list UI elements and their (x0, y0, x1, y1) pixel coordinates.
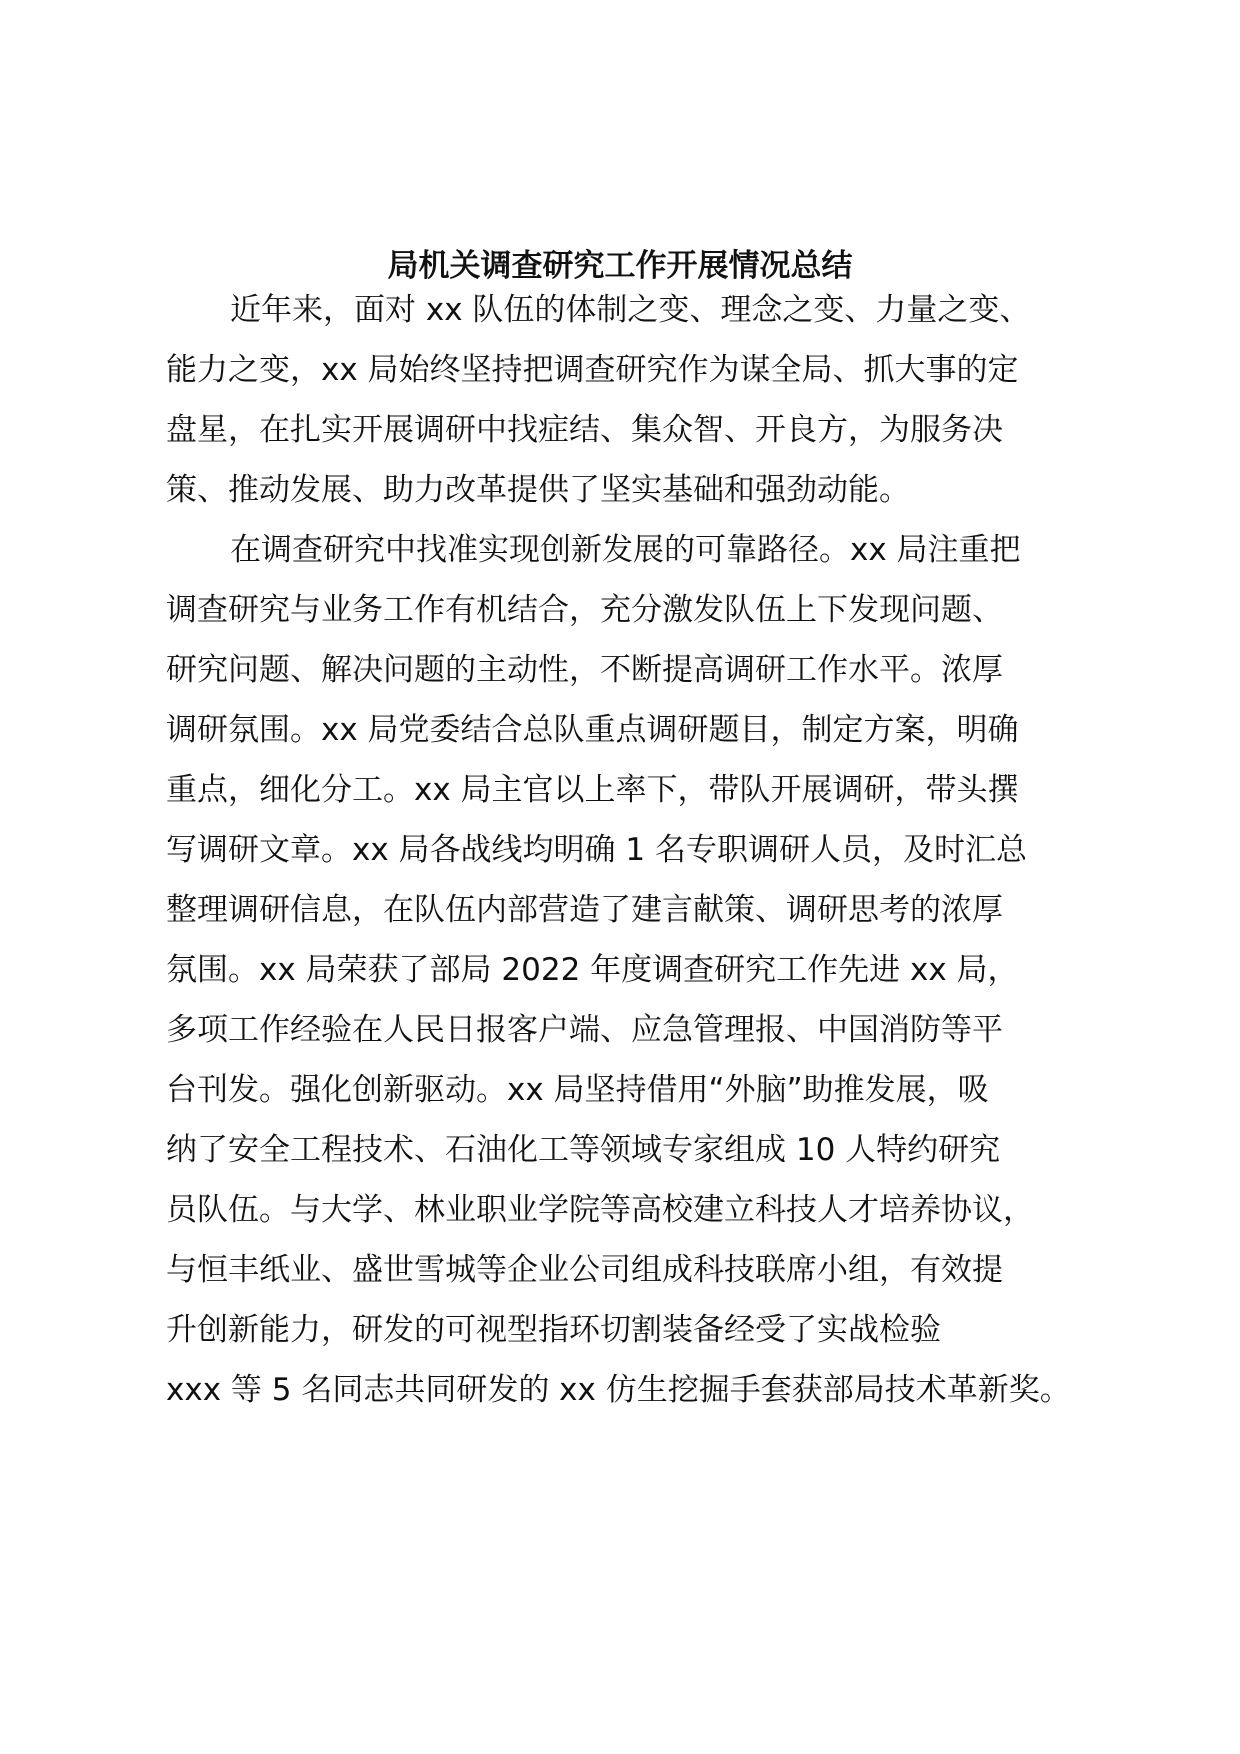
paragraph-line: 在调查研究中找准实现创新发展的可靠路径。xx 局注重把 (230, 532, 1021, 568)
paragraph-line: 调研氛围。xx 局党委结合总队重点调研题目，制定方案，明确 (166, 712, 1019, 748)
paragraph-line: 研究问题、解决问题的主动性，不断提高调研工作水平。浓厚 (166, 652, 1003, 688)
paragraph-line: 盘星，在扎实开展调研中找症结、集众智、开良方，为服务决 (166, 412, 1003, 448)
paragraph-line: 重点，细化分工。xx 局主官以上率下，带队开展调研，带头撰 (166, 772, 1019, 808)
paragraph-line: 写调研文章。xx 局各战线均明确 1 名专职调研人员，及时汇总 (166, 832, 1027, 868)
paragraph-line: 调查研究与业务工作有机结合，充分激发队伍上下发现问题、 (166, 592, 1003, 628)
document-title: 局机关调查研究工作开展情况总结 (387, 248, 853, 284)
paragraph-line: 台刊发。强化创新驱动。xx 局坚持借用“外脑”助推发展，吸 (166, 1072, 989, 1108)
paragraph-line: 纳了安全工程技术、石油化工等领域专家组成 10 人特约研究 (166, 1132, 1001, 1168)
paragraph-line: 多项工作经验在人民日报客户端、应急管理报、中国消防等平 (166, 1012, 1003, 1048)
paragraph-line: xxx 等 5 名同志共同研发的 xx 仿生挖掘手套获部局技术革新奖。 (166, 1372, 1071, 1408)
paragraph-line: 与恒丰纸业、盛世雪城等企业公司组成科技联席小组，有效提 (166, 1252, 1003, 1288)
paragraph-line: 员队伍。与大学、林业职业学院等高校建立科技人才培养协议， (166, 1192, 1034, 1228)
paragraph-line: 能力之变，xx 局始终坚持把调查研究作为谋全局、抓大事的定 (166, 352, 1019, 388)
paragraph-line: 氛围。xx 局荣获了部局 2022 年度调查研究工作先进 xx 局， (166, 952, 1019, 988)
paragraph-line: 策、推动发展、助力改革提供了坚实基础和强劲动能。 (166, 472, 910, 508)
paragraph-line: 升创新能力，研发的可视型指环切割装备经受了实战检验 (166, 1312, 941, 1348)
paragraph-line: 整理调研信息，在队伍内部营造了建言献策、调研思考的浓厚 (166, 892, 1003, 928)
paragraph-line: 近年来，面对 xx 队伍的体制之变、理念之变、力量之变、 (230, 292, 1031, 328)
